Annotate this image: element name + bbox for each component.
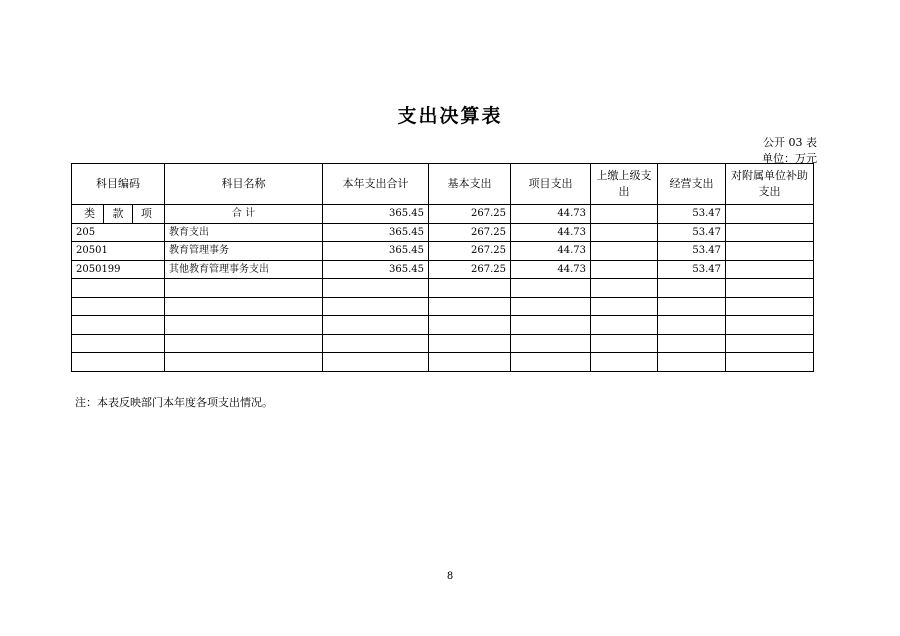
header-total: 本年支出合计 [323, 164, 429, 205]
cell-name [165, 297, 323, 316]
page-number: 8 [446, 571, 454, 582]
cell-subsidy [726, 279, 814, 298]
table-row [72, 260, 814, 279]
total-label: 合 计 [165, 205, 323, 224]
header-basic: 基本支出 [429, 164, 511, 205]
cell-basic [429, 297, 511, 316]
cell-total: 365.45 [323, 242, 429, 261]
header-subsidy: 对附属单位补助支出 [726, 164, 814, 205]
cell-business [658, 316, 726, 335]
cell-business [658, 297, 726, 316]
subheader-lei: 类 [76, 205, 104, 223]
total-total: 365.45 [323, 205, 429, 224]
cell-subsidy [726, 334, 814, 353]
header-name: 科目名称 [165, 164, 323, 205]
cell-upper [591, 242, 658, 261]
header-code: 科目编码 [72, 164, 165, 205]
cell-basic [429, 334, 511, 353]
total-project: 44.73 [511, 205, 591, 224]
table-row [72, 297, 814, 316]
cell-name: 其他教育管理事务支出 [165, 260, 323, 279]
table-row [72, 242, 814, 261]
subheader-xiang: 项 [140, 207, 152, 220]
cell-subsidy [726, 316, 814, 335]
cell-total [323, 279, 429, 298]
cell-name: 教育支出 [165, 223, 323, 242]
header-business: 经营支出 [658, 164, 726, 205]
cell-code: 2050199 [72, 260, 165, 279]
cell-subsidy [726, 242, 814, 261]
cell-total [323, 353, 429, 372]
cell-subsidy [726, 260, 814, 279]
table-row [72, 334, 814, 353]
table-note: 注：本表反映部门本年度各项支出情况。 [75, 396, 273, 409]
cell-upper [591, 316, 658, 335]
cell-total [323, 334, 429, 353]
table-code: 公开 03 表 [763, 136, 817, 149]
cell-project [511, 353, 591, 372]
cell-project [511, 279, 591, 298]
cell-subsidy [726, 353, 814, 372]
cell-basic [429, 279, 511, 298]
cell-business: 53.47 [658, 242, 726, 261]
cell-code: 205 [72, 223, 165, 242]
cell-basic: 267.25 [429, 260, 511, 279]
total-row [72, 205, 814, 224]
cell-project [511, 334, 591, 353]
subheader-kuan: 款 [104, 205, 132, 223]
cell-business: 53.47 [658, 223, 726, 242]
cell-project: 44.73 [511, 260, 591, 279]
cell-total: 365.45 [323, 223, 429, 242]
cell-subsidy [726, 297, 814, 316]
cell-total [323, 316, 429, 335]
cell-subsidy [726, 223, 814, 242]
cell-basic: 267.25 [429, 242, 511, 261]
total-upper [591, 205, 658, 224]
cell-name [165, 279, 323, 298]
cell-upper [591, 279, 658, 298]
cell-basic [429, 316, 511, 335]
cell-project: 44.73 [511, 223, 591, 242]
document-title: 支出决算表 [397, 105, 503, 127]
table-row [72, 353, 814, 372]
total-subsidy [726, 205, 814, 224]
cell-upper [591, 223, 658, 242]
cell-basic [429, 353, 511, 372]
table-row [72, 223, 814, 242]
header-row [72, 164, 814, 205]
category-subheader [72, 205, 165, 224]
cell-upper [591, 353, 658, 372]
cell-basic: 267.25 [429, 223, 511, 242]
cell-name: 教育管理事务 [165, 242, 323, 261]
cell-code [72, 353, 165, 372]
cell-name [165, 316, 323, 335]
cell-business [658, 279, 726, 298]
header-upper: 上缴上级支出 [591, 164, 658, 205]
cell-project: 44.73 [511, 242, 591, 261]
total-basic: 267.25 [429, 205, 511, 224]
cell-business: 53.47 [658, 260, 726, 279]
cell-business [658, 334, 726, 353]
cell-project [511, 316, 591, 335]
cell-business [658, 353, 726, 372]
cell-total [323, 297, 429, 316]
cell-code [72, 334, 165, 353]
cell-code: 20501 [72, 242, 165, 261]
table-row [72, 279, 814, 298]
cell-total: 365.45 [323, 260, 429, 279]
unit-label: 单位：万元 [762, 152, 817, 165]
cell-upper [591, 297, 658, 316]
cell-upper [591, 260, 658, 279]
cell-code [72, 279, 165, 298]
expenditure-table [71, 163, 814, 372]
header-project: 项目支出 [511, 164, 591, 205]
cell-code [72, 297, 165, 316]
table-row [72, 316, 814, 335]
cell-project [511, 297, 591, 316]
cell-name [165, 353, 323, 372]
cell-upper [591, 334, 658, 353]
total-business: 53.47 [658, 205, 726, 224]
cell-code [72, 316, 165, 335]
cell-name [165, 334, 323, 353]
